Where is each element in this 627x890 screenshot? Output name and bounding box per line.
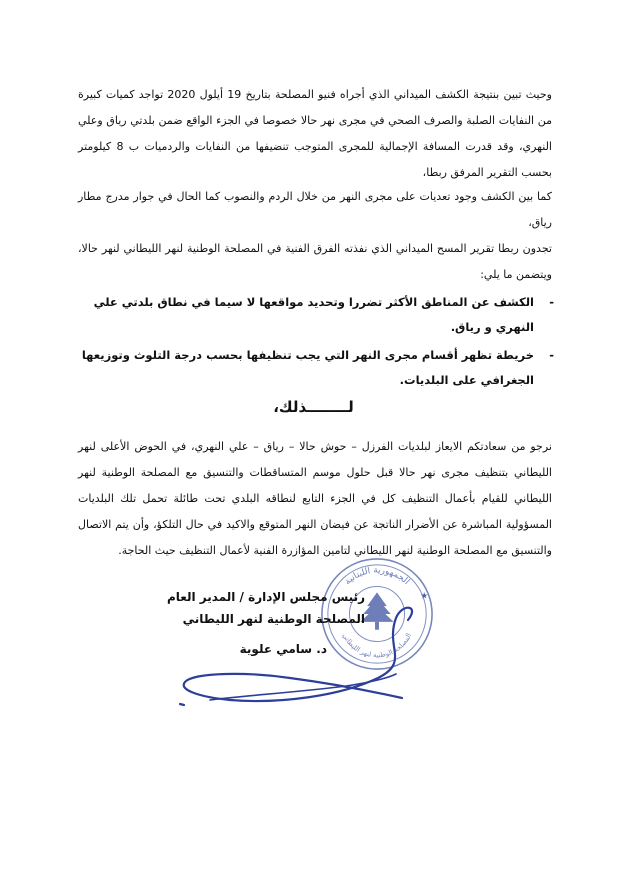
paragraph-inspection-findings: وحيث تبين بنتيجة الكشف الميداني الذي أجراه فنيو المصلحة بتاريخ 19 أيلول 2020 تواجد كميات كبيرة من النفايات الصلبة والصرف الصحي في مجرى نهر حالا خصوصا في الجزء الواقع ضمن بلدتي رياق وعلي النهري، وقد قدرت المسافة الإجمالية للمجرى المتوجب تنضيفها من النفايات والردميات ب 8 كيلومتر بحسب التقرير المرفق ربطا، — [78, 88, 552, 179]
signature-name: د. سامي علوية — [239, 642, 327, 656]
signature-organization: المصلحة الوطنية لنهر الليطاني — [182, 612, 365, 626]
list-item-text: خريطة تظهر أقسام مجرى النهر التي يجب تنظيفها بحسب درجة التلوث وتوزيعها الجغرافي على البلديات. — [81, 348, 534, 387]
paragraph-encroachments: كما بين الكشف وجود تعديات على مجرى النهر من خلال الردم والنصوب كما الحال في جوار مدرج مطار رياق، — [78, 190, 552, 229]
paragraph-request: نرجو من سعادتكم الايعاز لبلديات الفرزل – حوش حالا – رياق – علي النهري، في الحوض الأعلى لنهر الليطاني بتنظيف مجرى نهر حالا قبل حلول موسم المتساقطات والتنسيق مع المصلحة الوطنية لنهر الليطاني للقيام بأعمال التنظيف كل في الجزء التابع لنطاقه البلدي تحت طائلة تحمل تلك البلديات المسؤولية المباشرة عن الأضرار الناتجة عن فيضان النهر المتوقع والاكيد في حال التلكؤ، وأن يتم الاتصال والتنسيق مع المصلحة الوطنية لنهر الليطاني لتامين المؤازرة الفنية لأعمال التنظيف حيث الحاجة. — [78, 440, 552, 557]
stamp-inner-text: المصلحة الوطنية لنهر الليطاني — [340, 631, 414, 660]
paragraph-survey-report: تجدون ربطا تقرير المسح الميداني الذي نفذته الفرق الفنية في المصلحة الوطنية لنهر الليطاني لنهر حالا، ويتضمن ما يلي: — [78, 242, 552, 281]
list-item-text: الكشف عن المناطق الأكثر تضررا وتحديد مواقعها لا سيما في نطاق بلدتي علي النهري و رياق. — [93, 295, 534, 334]
list-item — [78, 343, 558, 393]
stamp-outer-text: الجمهورية اللبنانية — [342, 565, 412, 588]
stamp-star-icon: ★ — [420, 591, 429, 602]
findings-list — [78, 290, 558, 396]
conclusion-heading: لــــــــذلك، — [273, 398, 354, 416]
signature-title: رئيس مجلس الإدارة / المدير العام — [166, 590, 365, 604]
list-item — [78, 290, 558, 340]
list-dash: - — [549, 348, 554, 362]
list-dash: - — [549, 295, 554, 309]
